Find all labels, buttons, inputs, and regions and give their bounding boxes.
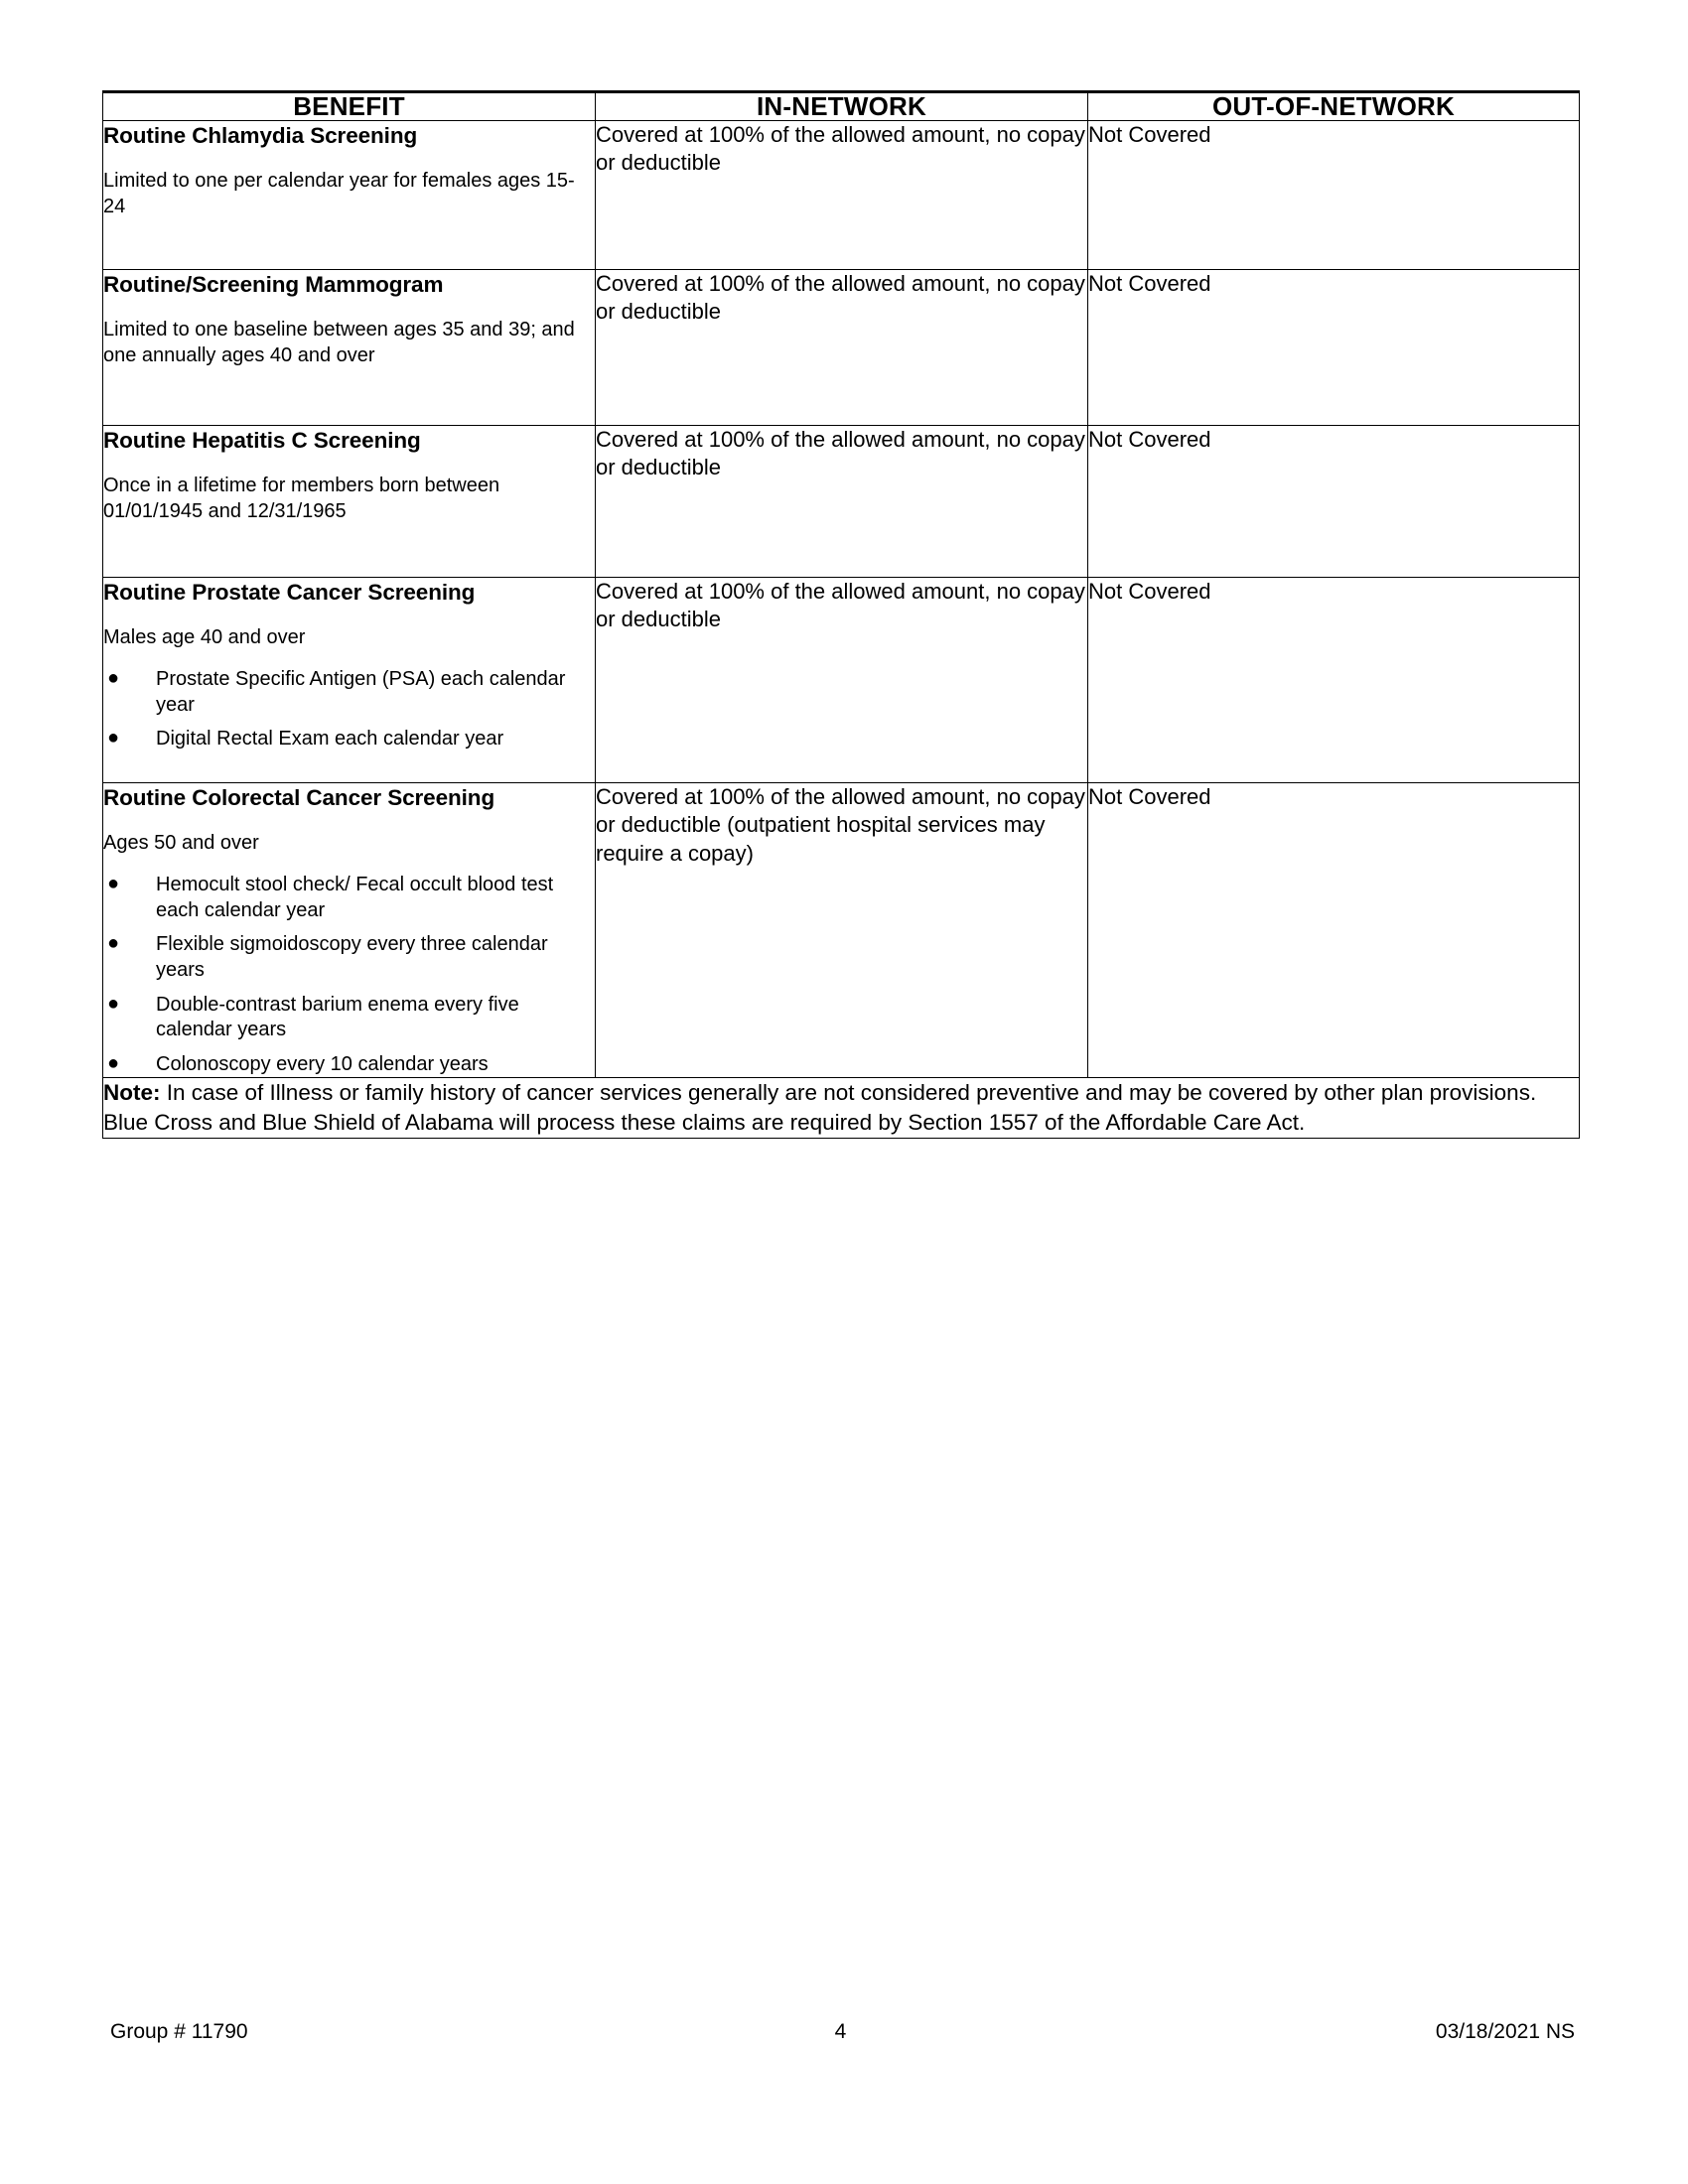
benefit-title: Routine Colorectal Cancer Screening: [103, 785, 495, 811]
benefit-detail: Males age 40 and over: [103, 626, 306, 649]
table-header-row: [103, 92, 1580, 121]
out-of-network-cell: [1088, 783, 1580, 1078]
out-of-network-cell: [1088, 426, 1580, 578]
bullet-icon: ●: [107, 1051, 120, 1074]
benefit-cell: [103, 270, 596, 426]
out-of-network-cell: [1088, 121, 1580, 270]
benefit-detail: Limited to one baseline between ages 35 and 39; and one annually ages 40 and over: [103, 319, 575, 367]
bullet-icon: ●: [107, 873, 120, 895]
in-network-text: Covered at 100% of the allowed amount, no copay or deductible: [596, 427, 1085, 480]
list-item-label: Prostate Specific Antigen (PSA) each calendar year: [156, 668, 566, 716]
out-of-network-text: Not Covered: [1088, 784, 1211, 810]
column-header-in-network: IN-NETWORK: [596, 92, 1088, 121]
list-item: [103, 932, 595, 983]
table-row: [103, 578, 1580, 783]
in-network-cell: [596, 121, 1088, 270]
page-footer: [102, 2015, 1579, 2049]
out-of-network-text: Not Covered: [1088, 579, 1211, 605]
benefit-detail: Ages 50 and over: [103, 832, 259, 855]
list-item-label: Flexible sigmoidoscopy every three calendar years: [156, 933, 548, 982]
list-item-label: Colonoscopy every 10 calendar years: [156, 1052, 489, 1075]
benefit-detail: Once in a lifetime for members born between 01/01/1945 and 12/31/1965: [103, 475, 500, 523]
benefit-cell: [103, 426, 596, 578]
list-item-label: Double-contrast barium enema every five calendar years: [156, 993, 519, 1041]
list-item: [103, 667, 595, 718]
benefit-cell: [103, 783, 596, 1078]
list-item: [103, 727, 595, 752]
benefit-bullet-list: [103, 667, 595, 752]
list-item: [103, 873, 595, 923]
benefit-title: Routine Chlamydia Screening: [103, 123, 418, 149]
bullet-icon: ●: [107, 932, 120, 955]
in-network-cell: [596, 783, 1088, 1078]
footer-group-number: Group # 11790: [110, 2020, 248, 2043]
bullet-icon: ●: [107, 992, 120, 1015]
table-row: [103, 426, 1580, 578]
table-row: [103, 121, 1580, 270]
footer-page-number: 4: [834, 2020, 847, 2043]
table-body: [103, 121, 1580, 1139]
table-row: [103, 783, 1580, 1078]
list-item: [103, 993, 595, 1043]
note-cell: [103, 1078, 1580, 1139]
out-of-network-text: Not Covered: [1088, 271, 1211, 297]
bullet-icon: ●: [107, 667, 120, 690]
list-item-label: Hemocult stool check/ Fecal occult blood test each calendar year: [156, 874, 554, 921]
table-note-row: [103, 1078, 1580, 1139]
in-network-text: Covered at 100% of the allowed amount, no copay or deductible: [596, 579, 1085, 632]
out-of-network-cell: [1088, 270, 1580, 426]
list-item: [103, 1052, 595, 1078]
out-of-network-text: Not Covered: [1088, 427, 1211, 453]
note-text: In case of Illness or family history of cancer services generally are not considered preventive and may be covered by other plan provisions. Blue Cross and Blue Shield of Alabama will process these claims are required by Section 1557 of the Affordable Care Act.: [103, 1080, 1537, 1136]
footer-revision: 03/18/2021 NS: [1435, 2020, 1575, 2043]
bullet-icon: ●: [107, 727, 120, 750]
list-item-label: Digital Rectal Exam each calendar year: [156, 728, 504, 751]
benefit-cell: [103, 578, 596, 783]
out-of-network-text: Not Covered: [1088, 122, 1211, 148]
out-of-network-cell: [1088, 578, 1580, 783]
in-network-text: Covered at 100% of the allowed amount, no copay or deductible: [596, 122, 1085, 176]
in-network-text: Covered at 100% of the allowed amount, no copay or deductible (outpatient hospital services may require a copay): [596, 784, 1085, 866]
benefit-cell: [103, 121, 596, 270]
note-label: Note:: [103, 1080, 161, 1106]
benefit-title: Routine Hepatitis C Screening: [103, 428, 421, 454]
benefit-title: Routine Prostate Cancer Screening: [103, 580, 476, 606]
table-header: [103, 92, 1580, 121]
in-network-cell: [596, 270, 1088, 426]
column-header-out-of-network: OUT-OF-NETWORK: [1088, 92, 1580, 121]
table-row: [103, 270, 1580, 426]
in-network-cell: [596, 426, 1088, 578]
benefit-title: Routine/Screening Mammogram: [103, 272, 444, 298]
benefit-table: [102, 90, 1580, 1139]
in-network-cell: [596, 578, 1088, 783]
benefit-bullet-list: [103, 873, 595, 1077]
benefit-detail: Limited to one per calendar year for females ages 15-24: [103, 170, 575, 218]
in-network-text: Covered at 100% of the allowed amount, no copay or deductible: [596, 271, 1085, 325]
column-header-benefit: BENEFIT: [103, 92, 596, 121]
